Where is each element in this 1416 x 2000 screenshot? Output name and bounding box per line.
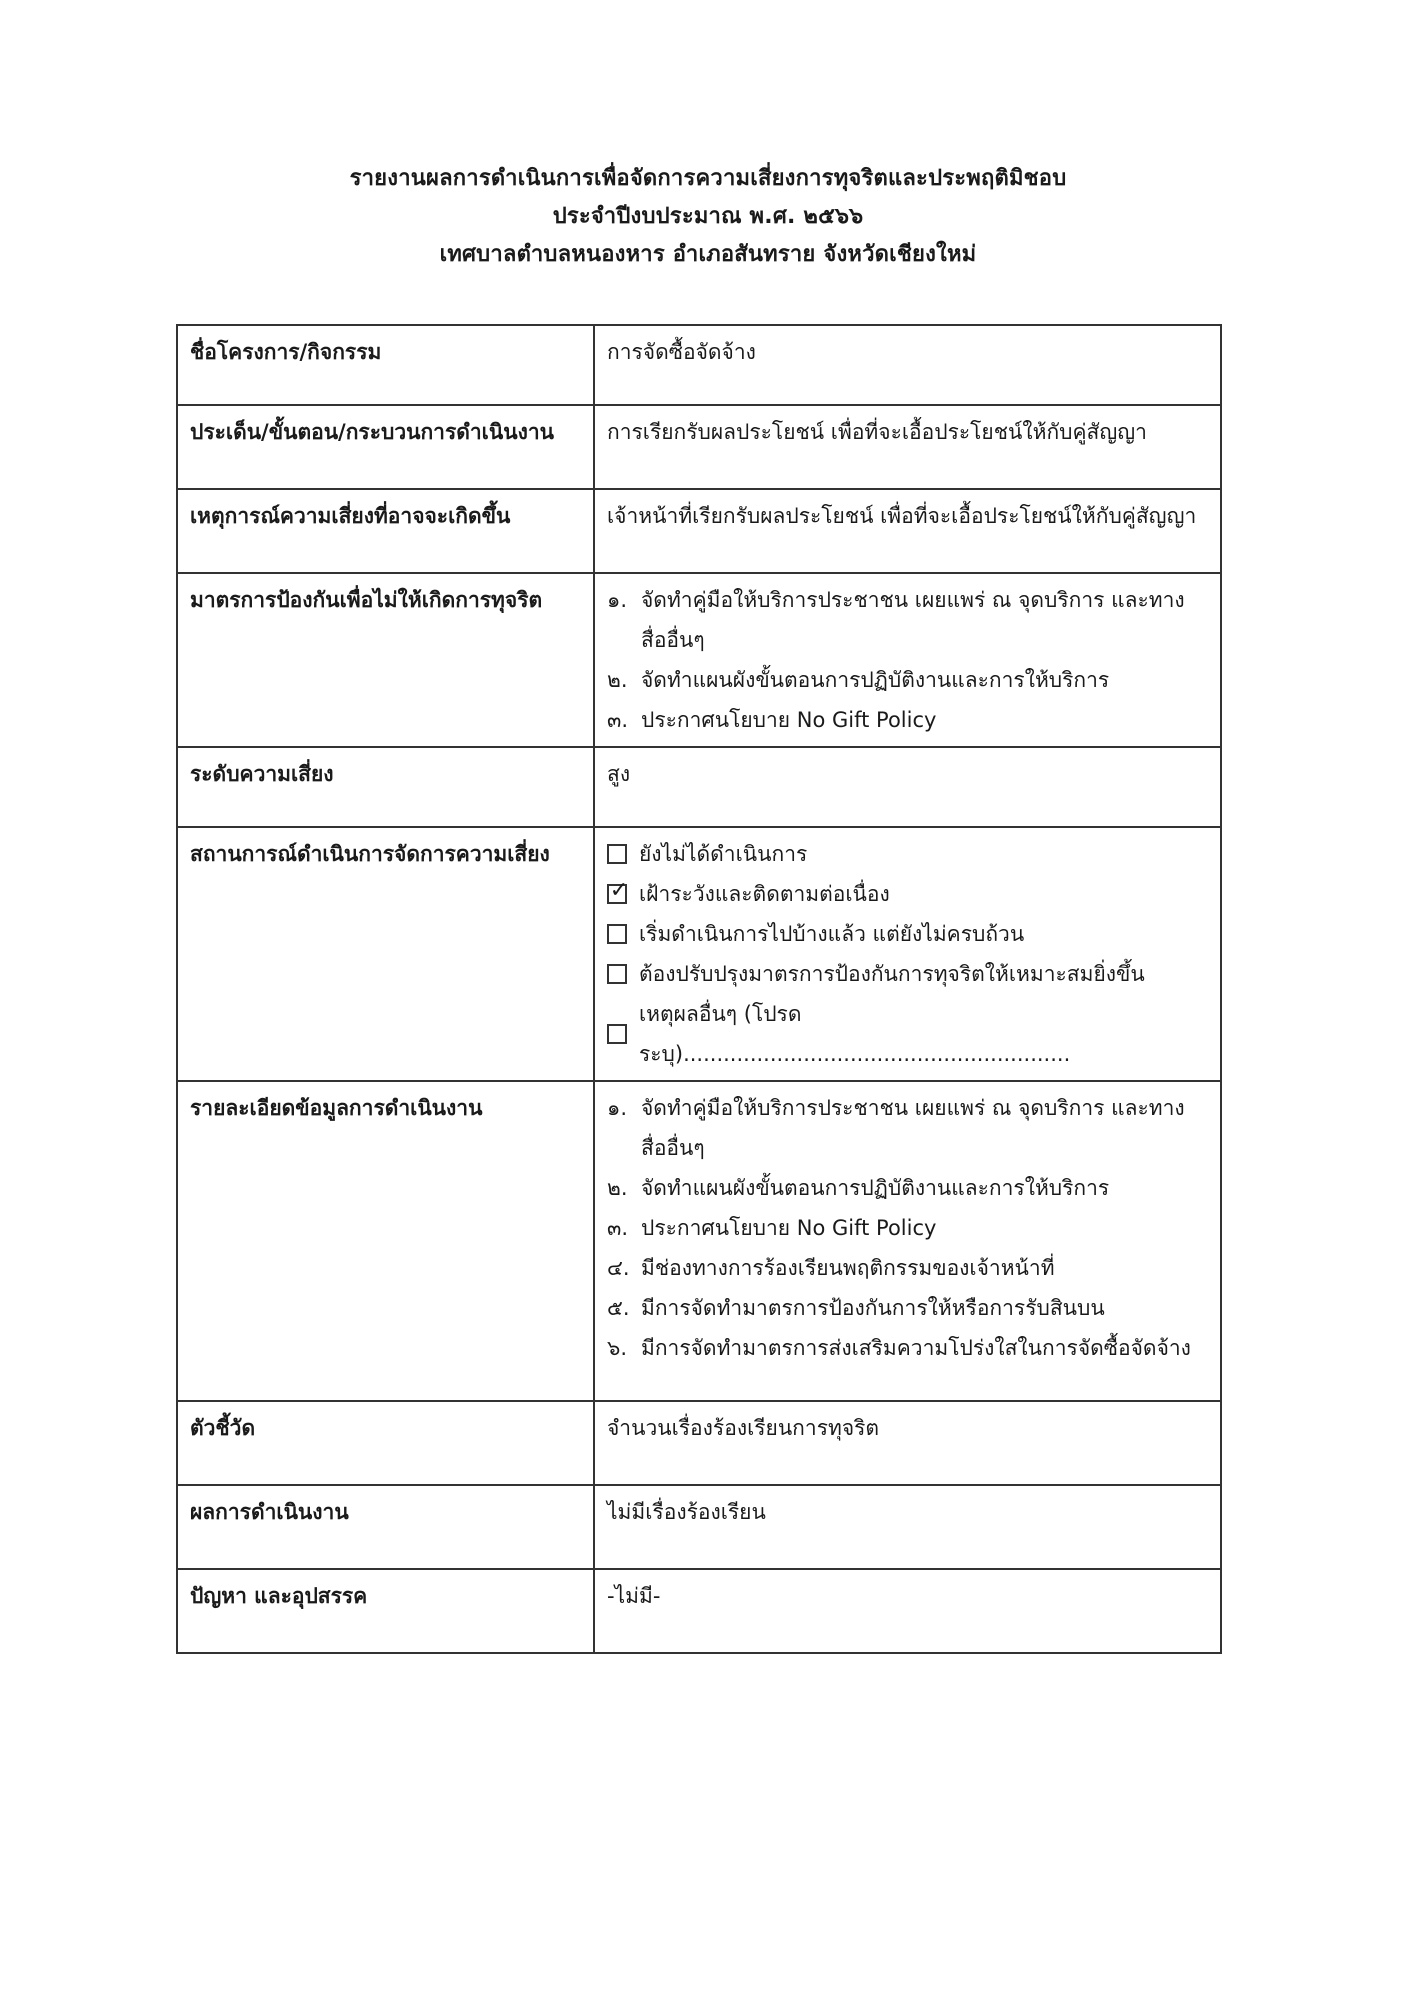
label-issue: ประเด็น/ขั้นตอน/กระบวนการดำเนินงาน <box>177 405 594 489</box>
checkbox-icon[interactable] <box>607 924 627 944</box>
list-item <box>607 1328 1208 1368</box>
row-issue <box>177 405 1221 489</box>
list-item <box>607 580 1208 660</box>
list-item <box>607 1088 1208 1168</box>
label-prevention: มาตรการป้องกันเพื่อไม่ให้เกิดการทุจริต <box>177 573 594 747</box>
status-option <box>607 834 1208 874</box>
value-project: การจัดซื้อจัดจ้าง <box>594 325 1221 405</box>
status-option <box>607 954 1208 994</box>
row-result <box>177 1485 1221 1569</box>
row-prevention <box>177 573 1221 747</box>
item-number: ๖. <box>607 1336 628 1360</box>
title-line-1: รายงานผลการดำเนินการเพื่อจัดการความเสี่ยงการทุจริตและประพฤติมิชอบ <box>349 166 1067 191</box>
list-item <box>607 1208 1208 1248</box>
status-option <box>607 994 1208 1074</box>
details-list <box>607 1088 1208 1368</box>
checkbox-icon[interactable] <box>607 844 627 864</box>
status-option <box>607 914 1208 954</box>
title-line-2: ประจำปีงบประมาณ พ.ศ. ๒๕๖๖ <box>552 204 864 229</box>
list-item <box>607 1168 1208 1208</box>
label-project: ชื่อโครงการ/กิจกรรม <box>177 325 594 405</box>
row-status <box>177 827 1221 1081</box>
checkbox-checked-icon[interactable] <box>607 878 629 904</box>
row-project <box>177 325 1221 405</box>
value-prevention <box>594 573 1221 747</box>
item-text: มีการจัดทำมาตรการส่งเสริมความโปร่งใสในการจัดซื้อจัดจ้าง <box>641 1336 1191 1360</box>
item-number: ๓. <box>607 1216 629 1240</box>
item-number: ๒. <box>607 668 628 692</box>
item-text: ประกาศนโยบาย No Gift Policy <box>641 1216 937 1240</box>
list-item <box>607 1288 1208 1328</box>
value-risk-event: เจ้าหน้าที่เรียกรับผลประโยชน์ เพื่อที่จะเอื้อประโยชน์ให้กับคู่สัญญา <box>594 489 1221 573</box>
value-risk-level: สูง <box>594 747 1221 827</box>
row-details <box>177 1081 1221 1401</box>
title-line-3: เทศบาลตำบลหนองหาร อำเภอสันทราย จังหวัดเชียงใหม่ <box>439 242 977 267</box>
row-risk-event <box>177 489 1221 573</box>
row-risk-level <box>177 747 1221 827</box>
item-number: ๓. <box>607 708 629 732</box>
list-item <box>607 660 1208 700</box>
check-mark-icon: ✓ <box>609 878 629 903</box>
item-text: จัดทำแผนผังขั้นตอนการปฏิบัติงานและการให้บริการ <box>641 668 1110 692</box>
status-option-label: เฝ้าระวังและติดตามต่อเนื่อง <box>639 882 890 906</box>
item-text: จัดทำคู่มือให้บริการประชาชน เผยแพร่ ณ จุดบริการ และทางสื่ออื่นๆ <box>641 588 1185 652</box>
item-number: ๑. <box>607 1096 628 1120</box>
label-problems: ปัญหา และอุปสรรค <box>177 1569 594 1653</box>
label-risk-event: เหตุการณ์ความเสี่ยงที่อาจจะเกิดขึ้น <box>177 489 594 573</box>
value-status <box>594 827 1221 1081</box>
label-result: ผลการดำเนินงาน <box>177 1485 594 1569</box>
report-title <box>0 160 1416 274</box>
row-indicator <box>177 1401 1221 1485</box>
status-option-label: ยังไม่ได้ดำเนินการ <box>639 842 808 866</box>
row-problems <box>177 1569 1221 1653</box>
risk-report-table <box>176 324 1222 1654</box>
list-item <box>607 1248 1208 1288</box>
item-text: จัดทำคู่มือให้บริการประชาชน เผยแพร่ ณ จุดบริการ และทางสื่ออื่นๆ <box>641 1096 1185 1160</box>
value-problems: -ไม่มี- <box>594 1569 1221 1653</box>
status-option <box>607 874 1208 914</box>
item-number: ๔. <box>607 1256 630 1280</box>
status-option-label: เริ่มดำเนินการไปบ้างแล้ว แต่ยังไม่ครบถ้วน <box>639 922 1025 946</box>
label-status: สถานการณ์ดำเนินการจัดการความเสี่ยง <box>177 827 594 1081</box>
status-option-label: เหตุผลอื่นๆ (โปรดระบุ).......................................................... <box>639 1002 1071 1066</box>
item-number: ๒. <box>607 1176 628 1200</box>
status-option-label: ต้องปรับปรุงมาตรการป้องกันการทุจริตให้เหมาะสมยิ่งขึ้น <box>639 962 1145 986</box>
value-result: ไม่มีเรื่องร้องเรียน <box>594 1485 1221 1569</box>
item-number: ๑. <box>607 588 628 612</box>
item-text: จัดทำแผนผังขั้นตอนการปฏิบัติงานและการให้บริการ <box>641 1176 1110 1200</box>
item-text: มีช่องทางการร้องเรียนพฤติกรรมของเจ้าหน้าที่ <box>641 1256 1055 1280</box>
label-indicator: ตัวชี้วัด <box>177 1401 594 1485</box>
item-text: ประกาศนโยบาย No Gift Policy <box>641 708 937 732</box>
checkbox-icon[interactable] <box>607 1024 627 1044</box>
item-number: ๕. <box>607 1296 630 1320</box>
item-text: มีการจัดทำมาตรการป้องกันการให้หรือการรับสินบน <box>641 1296 1105 1320</box>
prevention-list <box>607 580 1208 740</box>
list-item <box>607 700 1208 740</box>
label-risk-level: ระดับความเสี่ยง <box>177 747 594 827</box>
checkbox-icon[interactable] <box>607 964 627 984</box>
label-details: รายละเอียดข้อมูลการดำเนินงาน <box>177 1081 594 1401</box>
value-issue: การเรียกรับผลประโยชน์ เพื่อที่จะเอื้อประโยชน์ให้กับคู่สัญญา <box>594 405 1221 489</box>
value-details <box>594 1081 1221 1401</box>
value-indicator: จำนวนเรื่องร้องเรียนการทุจริต <box>594 1401 1221 1485</box>
